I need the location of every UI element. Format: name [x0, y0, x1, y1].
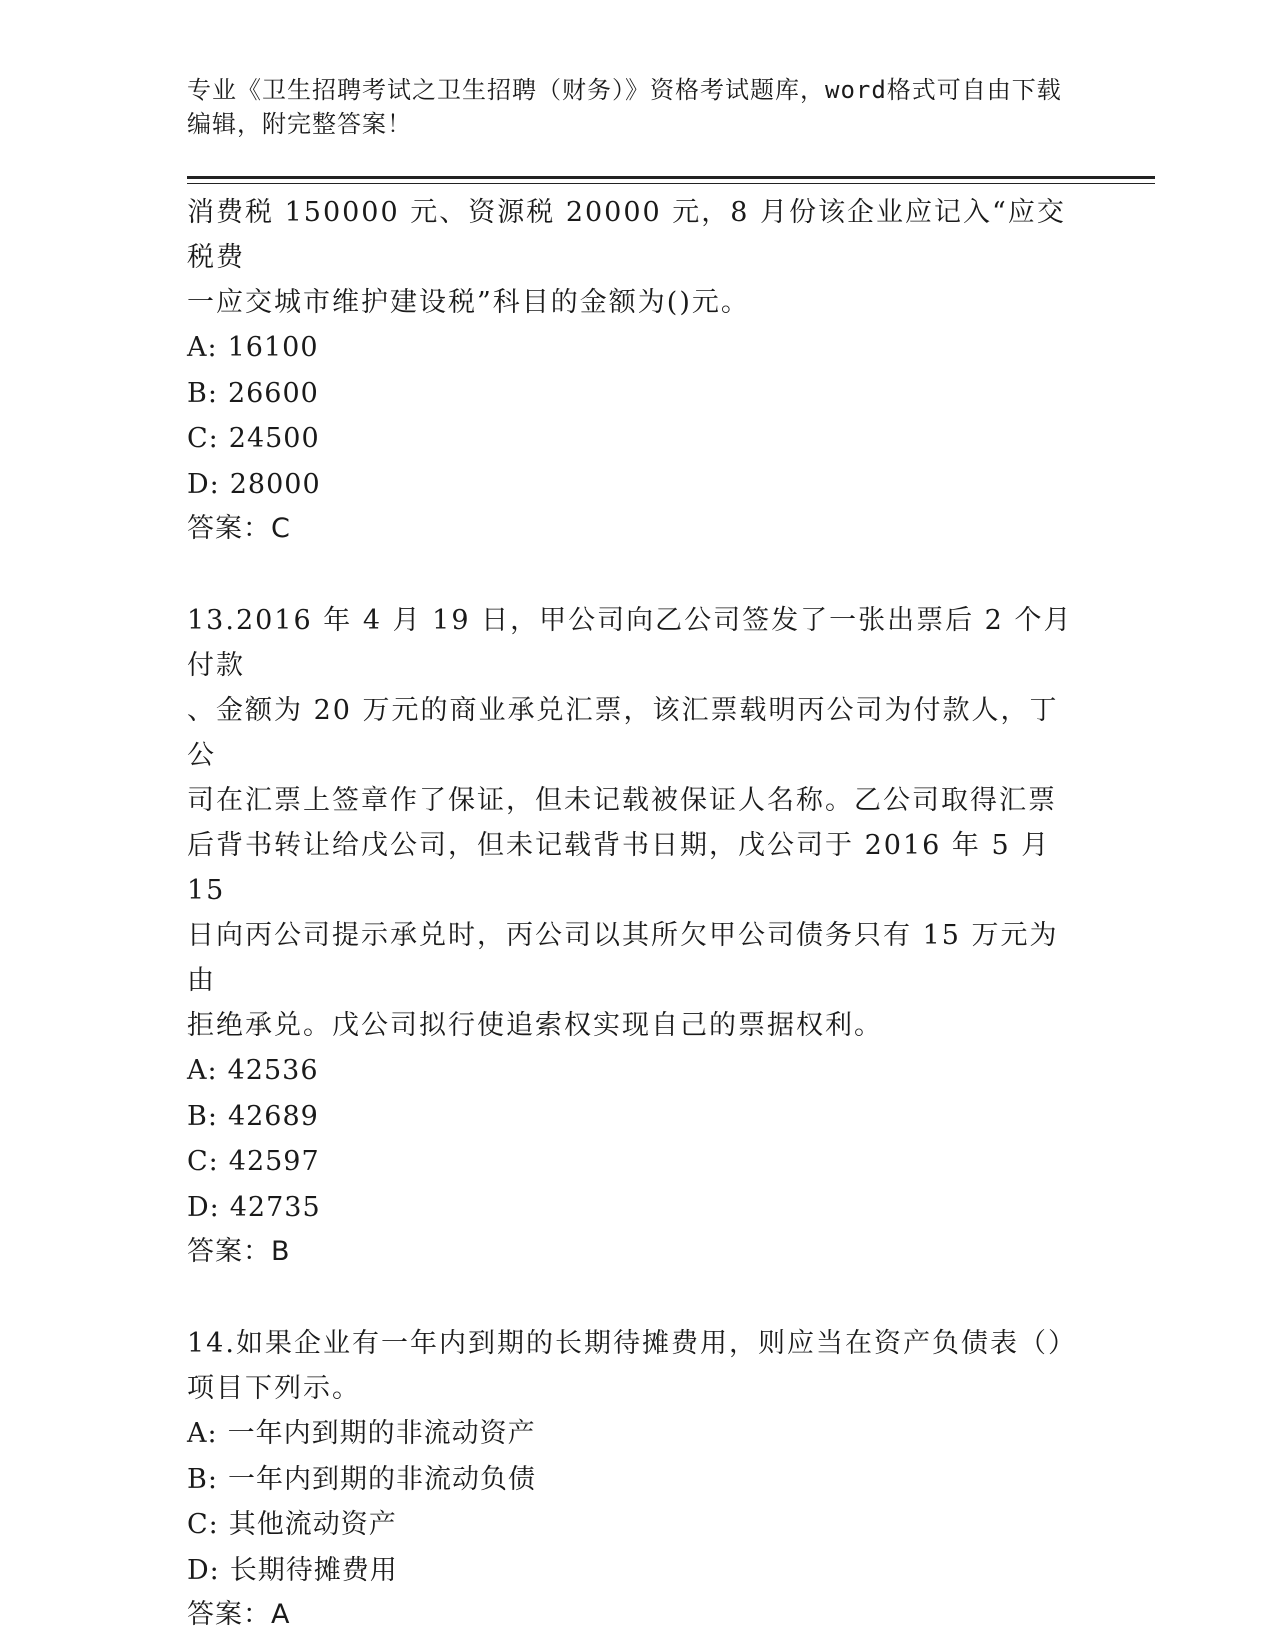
question-13-stem [187, 598, 1087, 1048]
question-12-answer: 答案：C [187, 513, 291, 544]
document-header [187, 73, 1087, 141]
question-12 [187, 190, 1087, 551]
question-13-answer: 答案：B [187, 1236, 291, 1267]
question-13-stem-line-4: 后背书转让给戊公司，但未记载背书日期，戊公司于 2016 年 5 月 15 [187, 830, 1051, 906]
question-13-options [187, 1048, 1087, 1230]
question-12-stem-line-1: 消费税 150000 元、资源税 20000 元，8 月份该企业应记入“应交税费 [187, 197, 1066, 273]
option-b: B: 42689 [187, 1100, 319, 1132]
question-14-options [187, 1411, 1087, 1593]
option-c: C: 42597 [187, 1146, 320, 1177]
question-13 [187, 598, 1087, 1274]
option-b: B: 一年内到期的非流动负债 [187, 1463, 536, 1495]
question-12-stem-line-2: 一应交城市维护建设税”科目的金额为()元。 [187, 287, 750, 318]
question-14-stem-line-2: 项目下列示。 [187, 1373, 361, 1404]
option-a: A: 一年内到期的非流动资产 [187, 1418, 536, 1449]
option-b: B: 26600 [187, 377, 319, 409]
option-d: D: 42735 [187, 1191, 321, 1223]
header-line-1: 专业《卫生招聘考试之卫生招聘（财务）》资格考试题库，word格式可自由下载 [187, 76, 1062, 104]
question-13-stem-line-5: 日向丙公司提示承兑时，丙公司以其所欠甲公司债务只有 15 万元为由 [187, 920, 1059, 996]
option-d: D: 长期待摊费用 [187, 1554, 398, 1586]
option-d: D: 28000 [187, 468, 321, 500]
question-14 [187, 1321, 1087, 1637]
option-a: A: 42536 [187, 1055, 319, 1086]
option-c: C: 24500 [187, 423, 320, 454]
question-13-stem-line-2: 、金额为 20 万元的商业承兑汇票，该汇票载明丙公司为付款人，丁公 [187, 695, 1059, 771]
header-divider-thick [187, 176, 1155, 179]
question-list [187, 190, 1087, 1637]
question-13-stem-line-6: 拒绝承兑。戊公司拟行使追索权实现自己的票据权利。 [187, 1010, 883, 1041]
question-14-stem [187, 1321, 1087, 1411]
question-12-options [187, 325, 1087, 507]
question-14-stem-line-1: 14.如果企业有一年内到期的长期待摊费用，则应当在资产负债表（） [187, 1328, 1077, 1359]
question-13-stem-line-3: 司在汇票上签章作了保证，但未记载被保证人名称。乙公司取得汇票 [187, 785, 1057, 816]
option-a: A: 16100 [187, 332, 319, 363]
option-c: C: 其他流动资产 [187, 1509, 397, 1540]
header-divider-thin [187, 183, 1155, 184]
question-14-answer: 答案：A [187, 1599, 291, 1630]
question-13-stem-line-1: 13.2016 年 4 月 19 日，甲公司向乙公司签发了一张出票后 2 个月付款 [187, 605, 1073, 681]
header-line-2: 编辑，附完整答案！ [187, 110, 412, 138]
question-12-stem [187, 190, 1087, 325]
